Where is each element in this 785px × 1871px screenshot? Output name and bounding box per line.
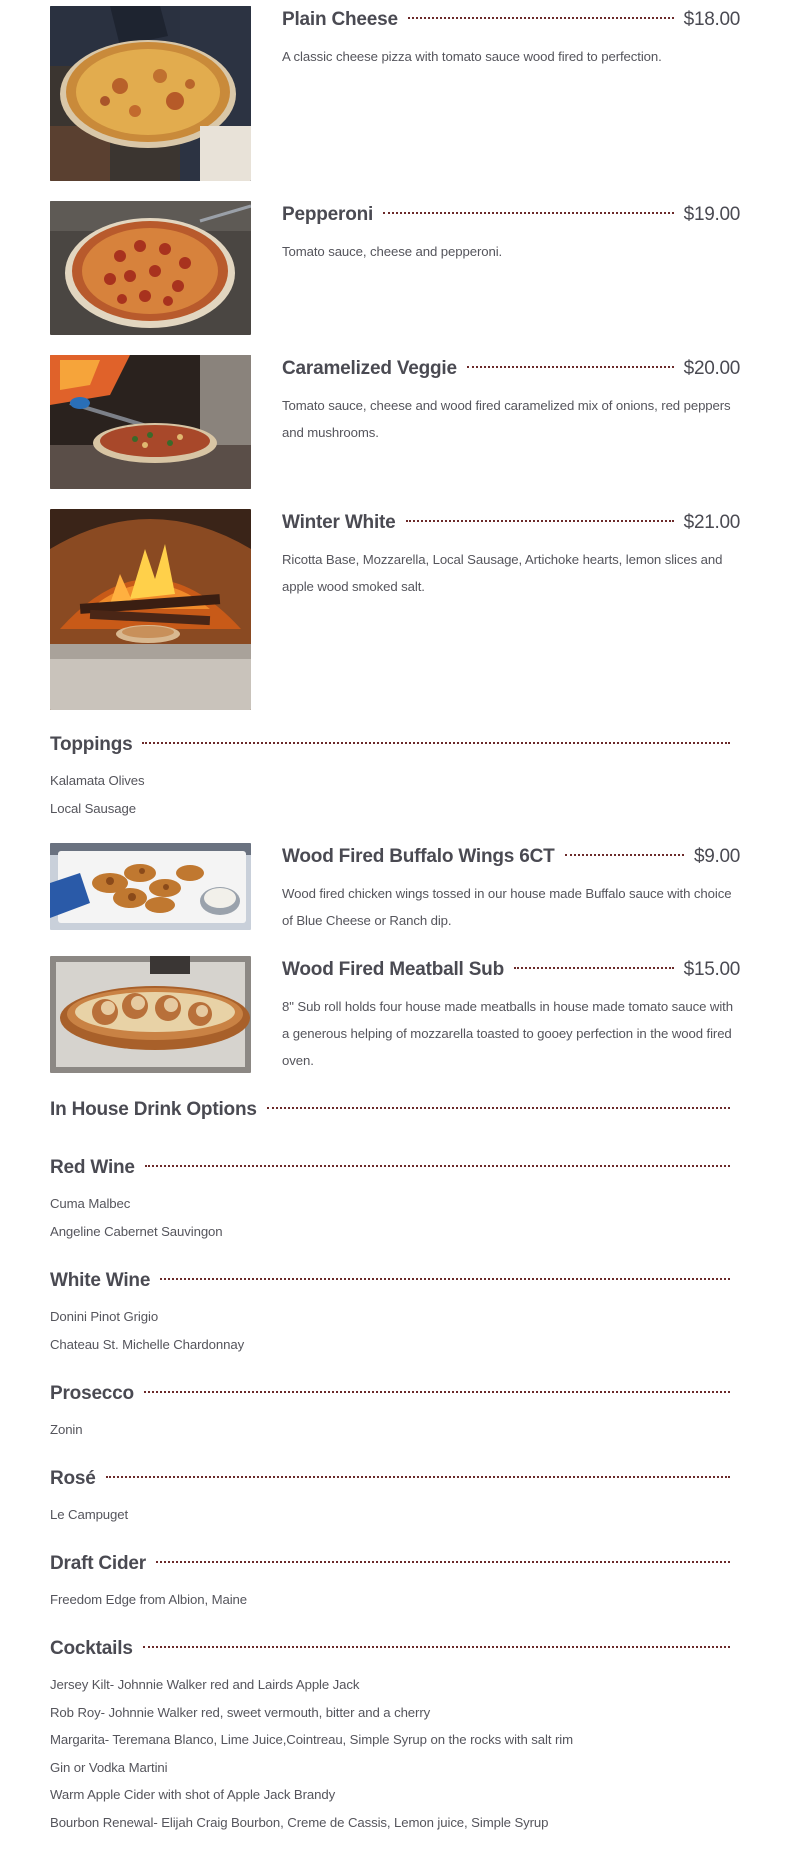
list-item: Jersey Kilt- Johnnie Walker red and Lairds Apple Jack xyxy=(50,1677,360,1692)
list-item: Donini Pinot Grigio xyxy=(50,1309,159,1324)
list-item: Local Sausage xyxy=(50,800,136,816)
section-title-row xyxy=(50,1267,730,1295)
menu-item-info xyxy=(282,956,740,1074)
drinks-heading xyxy=(50,1096,730,1124)
rose-list xyxy=(50,1501,730,1529)
list-item: Chateau St. Michelle Chardonnay xyxy=(50,1336,245,1352)
list-item: Le Campuget xyxy=(50,1507,129,1522)
section-title: Prosecco xyxy=(50,1383,134,1404)
dotted-leader xyxy=(467,366,674,368)
dotted-leader xyxy=(267,1107,730,1109)
menu-item-description: Tomato sauce, cheese and wood fired caramelized mix of onions, red peppers and mushrooms. xyxy=(282,398,731,440)
toppings-section xyxy=(50,731,730,822)
menu-item-title-row xyxy=(282,355,740,383)
section-title-row xyxy=(50,1635,730,1663)
cocktails-list xyxy=(50,1671,730,1836)
list-item: Rob Roy- Johnnie Walker red, sweet vermouth, bitter and a cherry xyxy=(50,1704,431,1720)
menu-item-description: Wood fired chicken wings tossed in our house made Buffalo sauce with choice of Blue Cheese or Ranch dip. xyxy=(282,886,732,928)
section-title: Red Wine xyxy=(50,1157,135,1178)
pepperoni-pizza-photo xyxy=(50,201,251,335)
red-wine-list xyxy=(50,1190,730,1245)
menu-item-name: Wood Fired Buffalo Wings 6CT xyxy=(282,846,555,867)
white-wine-section xyxy=(50,1267,730,1358)
dotted-leader xyxy=(514,967,674,969)
section-title-row xyxy=(50,1096,730,1124)
list-item: Freedom Edge from Albion, Maine xyxy=(50,1592,248,1607)
list-item: Bourbon Renewal- Elijah Craig Bourbon, Creme de Cassis, Lemon juice, Simple Syrup xyxy=(50,1814,549,1830)
dotted-leader xyxy=(145,1165,730,1167)
menu-item-price: $20.00 xyxy=(683,358,740,379)
list-item: Angeline Cabernet Sauvingon xyxy=(50,1223,223,1239)
list-item: Gin or Vodka Martini xyxy=(50,1759,168,1775)
menu-item-price: $15.00 xyxy=(683,959,740,980)
menu-item-title-row xyxy=(282,843,740,871)
buffalo-wings-photo xyxy=(50,843,251,930)
menu-item-info xyxy=(282,201,740,265)
dotted-leader xyxy=(156,1561,730,1563)
dotted-leader xyxy=(565,854,684,856)
dotted-leader xyxy=(383,212,674,214)
prosecco-section xyxy=(50,1380,730,1444)
menu-item-price: $19.00 xyxy=(683,204,740,225)
list-item: Cuma Malbec xyxy=(50,1196,131,1211)
section-title: Rosé xyxy=(50,1468,96,1489)
dotted-leader xyxy=(408,17,674,19)
menu-item-price: $18.00 xyxy=(683,9,740,30)
menu-item-price: $9.00 xyxy=(693,846,740,867)
menu-item-description: Ricotta Base, Mozzarella, Local Sausage, Artichoke hearts, lemon slices and apple wood smoked salt. xyxy=(282,552,723,594)
white-wine-list xyxy=(50,1303,730,1358)
dotted-leader xyxy=(406,520,674,522)
cheese-pizza-photo xyxy=(50,6,251,181)
list-item: Kalamata Olives xyxy=(50,773,145,788)
list-item: Warm Apple Cider with shot of Apple Jack Brandy xyxy=(50,1787,336,1802)
meatball-sub-photo xyxy=(50,956,251,1073)
menu-item-info xyxy=(282,355,740,446)
menu-item-title-row xyxy=(282,509,740,537)
section-title: White Wine xyxy=(50,1270,151,1291)
menu-item-description: 8" Sub roll holds four house made meatballs in house made tomato sauce with a generous helping of mozzarella toasted to gooey perfection in the wood fired oven. xyxy=(282,999,733,1068)
menu-item-description: Tomato sauce, cheese and pepperoni. xyxy=(282,244,503,259)
dotted-leader xyxy=(106,1476,730,1478)
list-item: Margarita- Teremana Blanco, Lime Juice,Cointreau, Simple Syrup on the rocks with salt rim xyxy=(50,1732,573,1747)
menu-item-name: Caramelized Veggie xyxy=(282,358,457,379)
menu-item-name: Plain Cheese xyxy=(282,9,398,30)
section-title-row xyxy=(50,1550,730,1578)
section-title: Draft Cider xyxy=(50,1553,146,1574)
draft-cider-list xyxy=(50,1586,730,1614)
menu-item-title-row xyxy=(282,6,740,34)
menu-item-description: A classic cheese pizza with tomato sauce wood fired to perfection. xyxy=(282,49,662,64)
menu-item-name: Pepperoni xyxy=(282,204,374,225)
section-title-row xyxy=(50,1465,730,1493)
menu-item-name: Wood Fired Meatball Sub xyxy=(282,959,504,980)
veggie-pizza-oven-photo xyxy=(50,355,251,489)
section-title-row xyxy=(50,731,730,759)
cocktails-section xyxy=(50,1635,730,1836)
menu-item-info xyxy=(282,843,740,934)
section-title-row xyxy=(50,1380,730,1408)
wood-fired-oven-photo xyxy=(50,509,251,710)
toppings-list xyxy=(50,767,730,822)
rose-section xyxy=(50,1465,730,1529)
menu-item-info xyxy=(282,6,740,70)
section-title: In House Drink Options xyxy=(50,1099,257,1120)
menu-item-title-row xyxy=(282,201,740,229)
menu-item-price: $21.00 xyxy=(683,512,740,533)
section-title-row xyxy=(50,1154,730,1182)
list-item: Zonin xyxy=(50,1422,83,1437)
section-title: Toppings xyxy=(50,734,133,755)
dotted-leader xyxy=(142,742,730,744)
dotted-leader xyxy=(144,1391,730,1393)
menu-item-title-row xyxy=(282,956,740,984)
section-title: Cocktails xyxy=(50,1638,133,1659)
prosecco-list xyxy=(50,1416,730,1444)
red-wine-section xyxy=(50,1154,730,1245)
dotted-leader xyxy=(160,1278,730,1280)
menu-item-name: Winter White xyxy=(282,512,396,533)
menu-item-info xyxy=(282,509,740,600)
dotted-leader xyxy=(143,1646,730,1648)
draft-cider-section xyxy=(50,1550,730,1614)
